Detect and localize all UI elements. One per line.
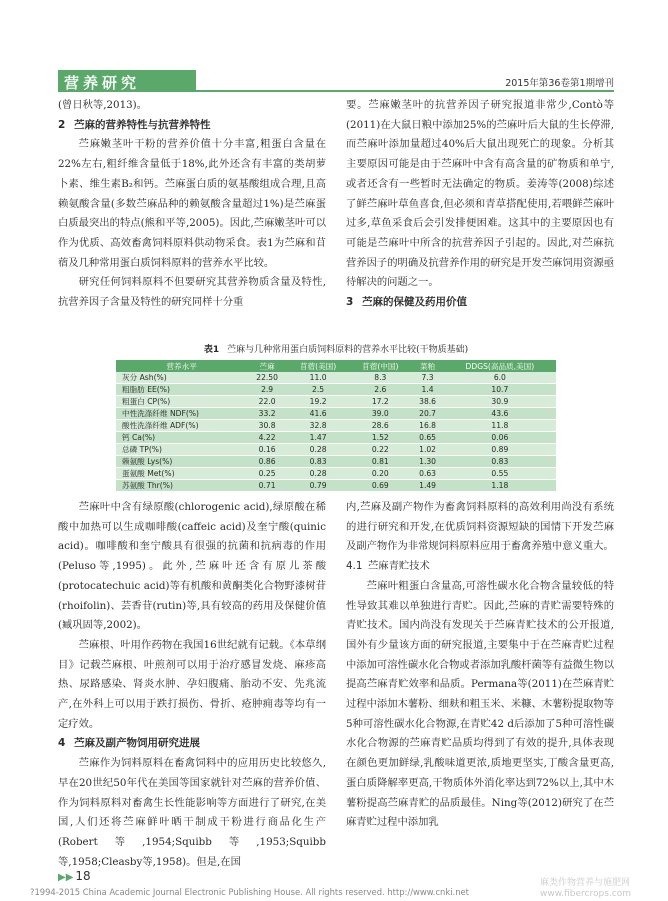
paragraph: 内,苎麻及副产物作为畜禽饲料原料的高效利用尚没有系统的进行研究和开发,在优质饲料资源短缺的国情下开发苎麻及副产物作为非常规饲料原料应用于畜禽养殖中意义重大。	[346, 501, 614, 553]
issue-label: 2015年第36卷第1期增刊	[505, 78, 614, 89]
section-heading-2	[58, 116, 326, 136]
nutrition-table	[116, 360, 556, 492]
paragraph: 要。苎麻嫩茎叶的抗营养因子研究报道非常少,Contò等(2011)在大鼠日粮中添加25%的苎麻叶后大鼠的生长停滞,而苎麻叶添加量超过40%后大鼠出现死亡的现象。分析其主要原因可能是由于苎麻叶中含有高含量的矿物质和单宁,或者还含有一些暂时无法确定的物质。姜涛等(2008)综述了鲜苎麻叶草鱼喜食,但必须和青草搭配使用,若喂鲜苎麻叶过多,草鱼采食后会引发排便困难。这其中的主要原因也有可能是苎麻叶中所含的抗营养因子引起的。因此,对苎麻抗营养因子的明确及抗营养作用的研究是开发苎麻饲用资源亟待解决的问题之一。	[346, 99, 614, 289]
column-right-bottom	[346, 498, 614, 833]
table-cell: 1.4	[411, 384, 443, 396]
table-row	[116, 444, 556, 456]
subsection-title-text: 苎麻青贮技术	[368, 560, 430, 573]
table-cell: 39.0	[349, 408, 411, 420]
section-title-text: 苎麻及副产物饲用研究进展	[74, 737, 200, 750]
table-cell: 16.8	[411, 420, 443, 432]
table-cell: 38.6	[411, 396, 443, 408]
table-cell: 0.28	[287, 468, 349, 480]
table-cell: 0.89	[444, 444, 556, 456]
table-header-cell: 苜蓿(中国)	[349, 360, 411, 372]
column-right-top	[346, 96, 614, 313]
page-number-text: 18	[75, 869, 91, 883]
table-cell: 酸性洗涤纤维 ADF(%)	[116, 420, 247, 432]
section-tab	[58, 70, 196, 92]
table-row	[116, 456, 556, 468]
table-cell: 43.6	[444, 408, 556, 420]
table-row	[116, 468, 556, 480]
table-cell: 1.18	[444, 480, 556, 492]
table-cell: 1.49	[411, 480, 443, 492]
table-row	[116, 480, 556, 492]
table-cell: 蛋氨酸 Met(%)	[116, 468, 247, 480]
subsection-number: 4.1	[346, 560, 363, 573]
paragraph: 苎麻嫩茎叶干粉的营养价值十分丰富,粗蛋白含量在22%左右,粗纤维含量低于18%,此外还含有丰富的类胡萝卜素、维生素B₂和钙。苎麻蛋白质的氨基酸组成合理,且高赖氨酸含量(多数苎麻品种的赖氨酸含量超过1%)是苎麻蛋白质最突出的特点(熊和平等,2005)。因此,苎麻嫩茎叶可以作为优质、高效畜禽饲料原料供动物采食。表1为苎麻和苜蓿及几种常用蛋白质饲料原料的营养水平比较。	[58, 138, 326, 269]
paragraph: 苎麻叶中含有绿原酸(chlorogenic acid),绿原酸在稀酸中加热可以生成咖啡酸(caffeic acid)及奎宁酸(quinic acid)。咖啡酸和奎宁酸具有很强的抗菌和抗病毒的作用(Peluso等,1995)。此外,苎麻叶还含有原儿茶酸(protocatechuic acid)等有机酸和黄酮类化合物野漆树苷(rhoifolin)、芸香苷(rutin)等,具有较高的药用及保健价值(臧巩固等,2002)。	[58, 501, 326, 632]
watermark-line: www.fibercrops.com	[540, 889, 631, 899]
table-cell: 0.25	[247, 468, 287, 480]
table-cell: 41.6	[287, 408, 349, 420]
table-cell: 1.52	[349, 432, 411, 444]
section-number: 3	[346, 296, 354, 309]
table-header-cell: DDGS(高品质,美国)	[444, 360, 556, 372]
table-cell: 苏氨酸 Thr(%)	[116, 480, 247, 492]
table-header-cell: 苎麻	[247, 360, 287, 372]
paragraph: 苎麻作为饲料原料在畜禽饲料中的应用历史比较悠久,早在20世纪50年代在美国等国家就针对苎麻的营养价值、作为饲料原料对畜禽生长性能影响等方面进行了研究,在美国,人们还将苎麻鲜叶晒干制成干粉进行商品化生产(Robert等,1954;Squibb等,1953;Squibb等,1958;Cleasby等,1958)。但是,在国	[58, 757, 326, 868]
table-cell: 8.3	[349, 372, 411, 384]
paragraph: 苎麻叶粗蛋白含量高,可溶性碳水化合物含量较低的特性导致其难以单独进行青贮。因此,苎麻的青贮需要特殊的青贮技术。国内尚没有发现关于苎麻青贮技术的公开报道,国外有少量该方面的研究报道,主要集中于在苎麻青贮过程中添加可溶性碳水化合物或者添加乳酸杆菌等有益微生物以提高苎麻青贮效率和品质。Permana等(2011)在苎麻青贮过程中添加木薯粉、细麸和粗玉米、米糠、木薯粉提取物等5种可溶性碳水化合物源,在青贮42 d后添加了5种可溶性碳水化合物源的苎麻青贮品质均得到了有效的提升,具体表现在颜色更加鲜绿,乳酸味道更浓,质地更坚实,丁酸含量更高,蛋白质降解率更高,干物质体外消化率达到72%以上,其中木薯粉提高苎麻青贮的品质最佳。Ning等(2012)研究了在苎麻青贮过程中添加乳	[346, 579, 614, 829]
table-row	[116, 372, 556, 384]
table-cell: 粗蛋白 CP(%)	[116, 396, 247, 408]
table-caption-label: 表1	[203, 345, 220, 355]
paragraph: 苎麻根、叶用作药物在我国16世纪就有记载。《本草纲目》记载苎麻根、叶煎剂可以用于治疗感冒发烧、麻疹高热、尿路感染、肾炎水肿、孕妇腹痛、胎动不安、先兆流产,在外科上可以用于跌打损伤、骨折、疮肿痈毒等均有一定疗效。	[58, 638, 326, 730]
table-header-row	[116, 360, 556, 372]
section-title: 营养研究	[64, 74, 141, 92]
subsection-heading-4-1	[346, 557, 614, 577]
table-cell: 10.7	[444, 384, 556, 396]
table-cell: 0.83	[287, 456, 349, 468]
table-cell: 28.6	[349, 420, 411, 432]
table-cell: 0.63	[411, 468, 443, 480]
table-cell: 33.2	[247, 408, 287, 420]
copyright-footer: ?1994-2015 China Academic Journal Electronic Publishing House. All rights reserved. http://www.cnki.net	[30, 887, 469, 897]
table-cell: 2.6	[349, 384, 411, 396]
table-row	[116, 432, 556, 444]
table-cell: 0.06	[444, 432, 556, 444]
section-heading-4	[58, 734, 326, 754]
header-rule	[196, 90, 614, 92]
table-cell: 0.86	[247, 456, 287, 468]
page-number	[58, 869, 91, 883]
table-cell: 粗脂肪 EE(%)	[116, 384, 247, 396]
table-cell: 1.47	[287, 432, 349, 444]
section-title-text: 苎麻的保健及药用价值	[362, 296, 467, 309]
table-cell: 0.20	[349, 468, 411, 480]
table-cell: 30.9	[444, 396, 556, 408]
table-cell: 4.22	[247, 432, 287, 444]
section-number: 2	[58, 118, 66, 131]
table-cell: 11.8	[444, 420, 556, 432]
table-caption-text: 苎麻与几种常用蛋白质饲料原料的营养水平比较(干物质基础)	[227, 345, 469, 355]
table-cell: 2.5	[287, 384, 349, 396]
table-cell: 1.02	[411, 444, 443, 456]
journal-header	[58, 70, 614, 92]
table-cell: 0.79	[287, 480, 349, 492]
table-cell: 32.8	[287, 420, 349, 432]
table-cell: 6.0	[444, 372, 556, 384]
paragraph: (曾日秋等,2013)。	[58, 99, 147, 111]
table-cell: 赖氨酸 Lys(%)	[116, 456, 247, 468]
section-title-text: 苎麻的营养特性与抗营养特性	[74, 118, 211, 131]
column-left-top	[58, 96, 326, 313]
table-cell: 0.28	[287, 444, 349, 456]
table-cell: 0.83	[444, 456, 556, 468]
table-row	[116, 408, 556, 420]
table-cell: 1.30	[411, 456, 443, 468]
table-cell: 灰分 Ash(%)	[116, 372, 247, 384]
table-cell: 0.22	[349, 444, 411, 456]
table-row	[116, 420, 556, 432]
table-row	[116, 384, 556, 396]
table-cell: 2.9	[247, 384, 287, 396]
table-caption	[58, 343, 614, 357]
watermark-line: 麻类作物营养与施肥网	[540, 878, 631, 888]
page-arrow-icon: ▶▶	[58, 872, 74, 883]
table-header-cell: 营养水平	[116, 360, 247, 372]
section-heading-3	[346, 293, 614, 313]
section-number: 4	[58, 737, 66, 750]
table-cell: 0.55	[444, 468, 556, 480]
table-cell: 22.50	[247, 372, 287, 384]
table-cell: 中性洗涤纤维 NDF(%)	[116, 408, 247, 420]
column-left-bottom	[58, 498, 326, 872]
table-header-cell: 苜蓿(美国)	[287, 360, 349, 372]
table-cell: 19.2	[287, 396, 349, 408]
table-cell: 0.65	[411, 432, 443, 444]
table-cell: 0.71	[247, 480, 287, 492]
table-header-cell: 菜粕	[411, 360, 443, 372]
table-cell: 7.3	[411, 372, 443, 384]
table-cell: 11.0	[287, 372, 349, 384]
table-row	[116, 396, 556, 408]
table-cell: 0.16	[247, 444, 287, 456]
table-cell: 20.7	[411, 408, 443, 420]
table-cell: 0.81	[349, 456, 411, 468]
watermark	[540, 878, 631, 900]
table-cell: 0.69	[349, 480, 411, 492]
table-cell: 17.2	[349, 396, 411, 408]
paragraph: 研究任何饲料原料不但要研究其营养物质含量及特性,抗营养因子含量及特性的研究同样十分重	[58, 276, 326, 309]
table-cell: 钙 Ca(%)	[116, 432, 247, 444]
table-cell: 30.8	[247, 420, 287, 432]
table-cell: 22.0	[247, 396, 287, 408]
table-cell: 总磷 TP(%)	[116, 444, 247, 456]
